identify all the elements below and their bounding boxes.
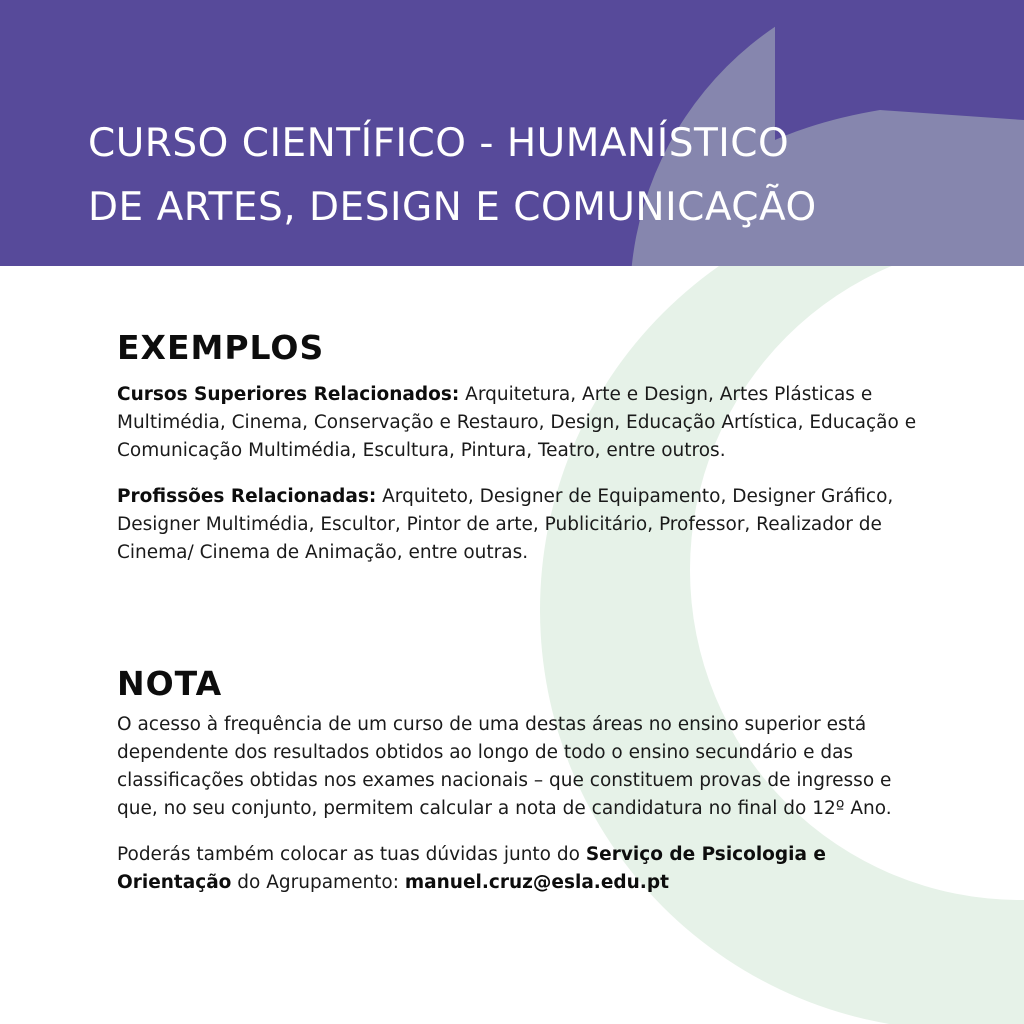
note-section <box>117 664 937 897</box>
related-courses-label: Cursos Superiores Relacionados: <box>117 384 460 405</box>
related-courses-text: Arquitetura, Arte e Design, Artes Plásticas e Multimédia, Cinema, Conservação e Restauro, Design, Educação Artística, Educação e Comunicação Multimédia, Escultura, Pintura, Teatro, entre outros. <box>117 384 917 461</box>
related-professions-label: Profissões Relacionadas: <box>117 486 377 507</box>
examples-section <box>117 328 937 567</box>
related-professions-paragraph <box>117 483 937 567</box>
note-body: O acesso à frequência de um curso de uma destas áreas no ensino superior está dependente dos resultados obtidos ao longo de todo o ensino secundário e das classificações obtidas nos exames nacionais – que constituem provas de ingresso e que, no seu conjunto, permitem calcular a nota de candidatura no final do 12º Ano. <box>117 714 892 819</box>
examples-heading: EXEMPLOS <box>117 328 325 367</box>
title-line-1: CURSO CIENTÍFICO - HUMANÍSTICO <box>88 121 790 166</box>
contact-mid: do Agrupamento: <box>237 872 399 893</box>
contact-paragraph <box>117 841 937 897</box>
note-heading: NOTA <box>117 664 223 703</box>
contact-email[interactable]: manuel.cruz@esla.edu.pt <box>404 872 669 893</box>
contact-intro: Poderás também colocar as tuas dúvidas junto do <box>117 844 580 865</box>
related-professions-text: Arquiteto, Designer de Equipamento, Designer Gráfico, Designer Multimédia, Escultor, Pintor de arte, Publicitário, Professor, Realizador de Cinema/ Cinema de Animação, entre outras. <box>117 486 894 563</box>
related-courses-paragraph <box>117 381 937 465</box>
service-name: Serviço de Psicologia e Orientação <box>117 844 826 893</box>
title-line-2: DE ARTES, DESIGN E COMUNICAÇÃO <box>88 185 817 230</box>
page-title <box>88 112 817 240</box>
